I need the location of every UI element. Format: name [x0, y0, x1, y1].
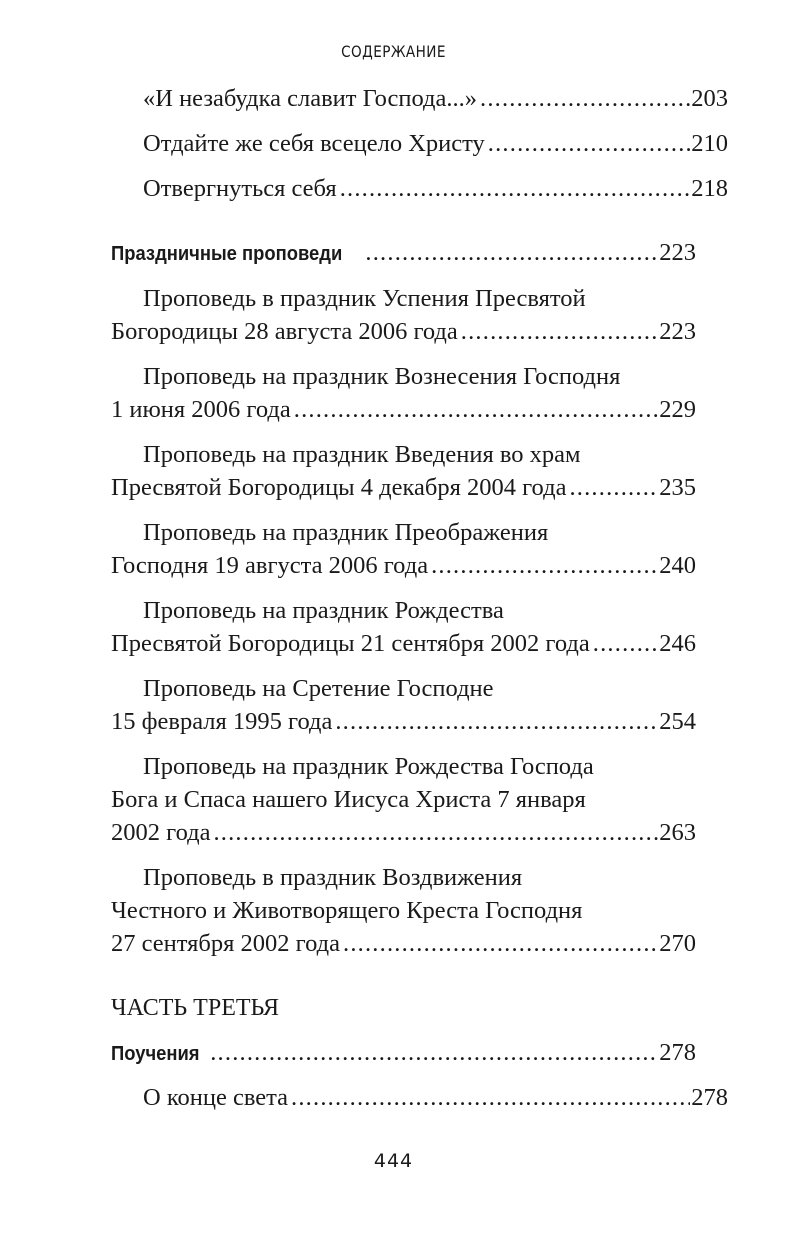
leader-dots — [461, 316, 658, 348]
toc-entry-title: Честного и Животворящего Креста Господня — [111, 897, 583, 924]
leader-dots — [365, 237, 658, 269]
section-page: 223 — [659, 239, 696, 266]
toc-entry-title: Отдайте же себя всецело Христу — [143, 130, 485, 157]
toc-entry-title: Проповедь в праздник Воздвижения — [143, 864, 523, 891]
leader-dots — [210, 1037, 658, 1069]
leader-dots — [488, 128, 690, 160]
leader-dots — [340, 173, 691, 205]
leader-dots — [213, 817, 658, 849]
toc-entry-line — [111, 751, 728, 783]
toc-entry-title: Отвергнуться себя — [143, 175, 337, 202]
toc-entry-title: Проповедь на Сретение Господне — [143, 675, 494, 702]
toc-entry-line — [111, 784, 696, 816]
toc-entry-line — [111, 439, 728, 471]
toc-entry-title: Проповедь на праздник Введения во храм — [143, 441, 581, 468]
toc-entry-title: Проповедь на праздник Рождества — [143, 597, 504, 624]
leader-dots — [343, 928, 658, 960]
toc-entry-line — [111, 316, 696, 348]
toc-entry-page: 246 — [659, 630, 696, 657]
toc-entry-title: Пресвятой Богородицы 21 сентября 2002 года — [111, 630, 590, 657]
leader-dots — [294, 394, 659, 426]
toc-entry-line — [111, 394, 696, 426]
toc-entry-title: 15 февраля 1995 года — [111, 708, 333, 735]
leader-dots — [480, 83, 690, 115]
toc-entry-title: Господня 19 августа 2006 года — [111, 552, 429, 579]
toc-entry-title: Пресвятой Богородицы 4 декабря 2004 года — [111, 474, 567, 501]
toc-entry-title: 2002 года — [111, 819, 211, 846]
toc-entry-line — [111, 628, 696, 660]
toc-entry-page: 210 — [691, 130, 728, 157]
toc-entry-line — [111, 706, 696, 738]
leader-dots — [593, 628, 658, 660]
toc-entry-page: 270 — [659, 930, 696, 957]
toc-entry-line — [111, 862, 728, 894]
toc-entry — [111, 1082, 728, 1114]
toc-entry-title: Проповедь на праздник Рождества Господа — [143, 753, 594, 780]
toc-entry-page: 218 — [691, 175, 728, 202]
toc-entry-page: 229 — [659, 396, 696, 423]
toc-section-holiday-sermons — [111, 237, 696, 269]
section-page: 278 — [659, 1039, 696, 1066]
toc-entry-page: 278 — [691, 1084, 728, 1111]
toc-entry-title: «И незабудка славит Господа...» — [143, 85, 477, 112]
toc-entry-line — [111, 673, 728, 705]
toc-entry — [111, 173, 728, 205]
toc-entry-page: 203 — [691, 85, 728, 112]
toc-entry-title: Проповедь на праздник Вознесения Господня — [143, 363, 621, 390]
toc-entry-line — [111, 517, 728, 549]
running-header: СОДЕРЖАНИЕ — [341, 42, 446, 61]
toc-entry-page: 263 — [659, 819, 696, 846]
toc-entry-title: О конце света — [143, 1084, 289, 1111]
toc-section-teachings — [111, 1037, 696, 1069]
leader-dots — [431, 550, 658, 582]
toc-entry-line — [111, 361, 728, 393]
toc-entry-line — [111, 928, 696, 960]
page-number: 444 — [373, 1150, 414, 1172]
toc-entry-page: 254 — [659, 708, 696, 735]
toc-entry-title: Богородицы 28 августа 2006 года — [111, 318, 458, 345]
toc-entry — [111, 83, 728, 115]
leader-dots — [335, 706, 658, 738]
toc-entry-line — [111, 283, 728, 315]
toc-entry-page: 223 — [659, 318, 696, 345]
toc-entry-line — [111, 817, 696, 849]
leader-dots — [569, 472, 658, 504]
toc-entry-title: 27 сентября 2002 года — [111, 930, 340, 957]
leader-dots — [291, 1082, 690, 1114]
toc-entry-page: 235 — [659, 474, 696, 501]
section-title: Поучения — [111, 1043, 200, 1065]
toc-entry — [111, 128, 728, 160]
toc-entry-line — [111, 472, 696, 504]
toc-entry-title: Бога и Спаса нашего Иисуса Христа 7 января — [111, 786, 586, 813]
toc-entry-line — [111, 595, 728, 627]
toc-entry-title: Проповедь в праздник Успения Пресвятой — [143, 285, 586, 312]
part-three-heading: ЧАСТЬ ТРЕТЬЯ — [111, 995, 280, 1021]
toc-entry-title: Проповедь на праздник Преображения — [143, 519, 549, 546]
toc-entry-title: 1 июня 2006 года — [111, 396, 291, 423]
toc-entry-line — [111, 895, 696, 927]
section-title: Праздничные проповеди — [111, 243, 343, 265]
toc-entry-line — [111, 550, 696, 582]
toc-entry-page: 240 — [659, 552, 696, 579]
